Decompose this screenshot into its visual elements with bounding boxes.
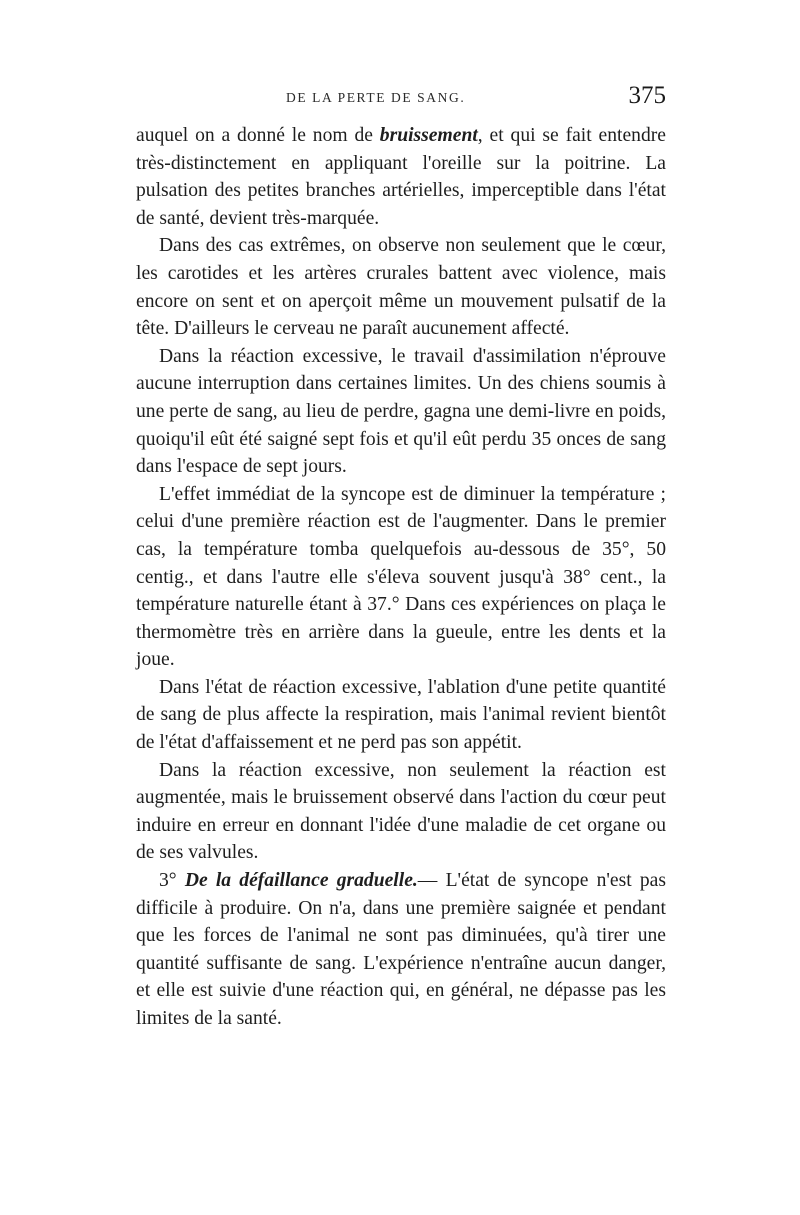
paragraph-1-lead: auquel on a donné le nom de — [136, 125, 380, 146]
paragraph-7 — [136, 867, 666, 1033]
page-number: 375 — [628, 82, 666, 109]
paragraph-2: Dans des cas extrêmes, on observe non seulement que le cœur, les carotides et les artères crurales battent avec violence, mais encore on sent et on aperçoit même un mouvement pulsatif de la tête. D'ailleurs le cerveau ne paraît aucunement affecté. — [136, 235, 666, 340]
paragraph-6: Dans la réaction excessive, non seulement la réaction est augmentée, mais le bruissement observé dans l'action du cœur peut induire en erreur en donnant l'idée d'une maladie de cet organe ou de ses valvules. — [136, 759, 666, 864]
paragraph-4: L'effet immédiat de la syncope est de diminuer la température ; celui d'une première réaction est de l'augmenter. Dans le premier cas, la température tomba quelquefois au-dessous de 35°, 50 centig., et dans l'autre elle s'éleva souvent jusqu'à 38° cent., la température naturelle étant à 37.° Dans ces expériences on plaça le thermomètre très en arrière dans la gueule, entre les dents et la joue. — [136, 483, 666, 671]
paragraph-5: Dans l'état de réaction excessive, l'ablation d'une petite quantité de sang de plus affecte la respiration, mais l'animal revient bientôt de l'état d'affaissement et ne perd pas son appétit. — [136, 676, 666, 754]
running-title: DE LA PERTE DE SANG. — [286, 90, 466, 105]
paragraph-1 — [136, 122, 666, 232]
term-bruissement: bruissement — [379, 125, 478, 146]
paragraph-3: Dans la réaction excessive, le travail d'assimilation n'éprouve aucune interruption dans certaines limites. Un des chiens soumis à une perte de sang, au lieu de perdre, gagna une demi-livre en poids, quoiqu'il eût été saigné sept fois et qu'il eût perdu 35 onces de sang dans l'espace de sept jours. — [136, 345, 666, 478]
running-head — [136, 82, 666, 116]
paragraph-7-rest: — L'état de syncope n'est pas difficile à produire. On n'a, dans une première saignée et pendant que les forces de l'animal ne sont pas diminuées, qu'à tirer une quantité suffisante de sang. L'expérience n'entraîne aucun danger, et elle est suivie d'une réaction qui, en général, ne dépasse pas les limites de la santé. — [136, 870, 666, 1029]
paragraph-1-rest: , et qui se fait entendre très-distinctement en appliquant l'oreille sur la poitrine. La pulsation des petites branches artérielles, imperceptible dans l'état de santé, devient très-marquée. — [136, 125, 666, 229]
section-number: 3° — [159, 870, 177, 892]
section-heading: De la défaillance graduelle. — [184, 870, 418, 892]
body-text — [136, 122, 666, 1033]
